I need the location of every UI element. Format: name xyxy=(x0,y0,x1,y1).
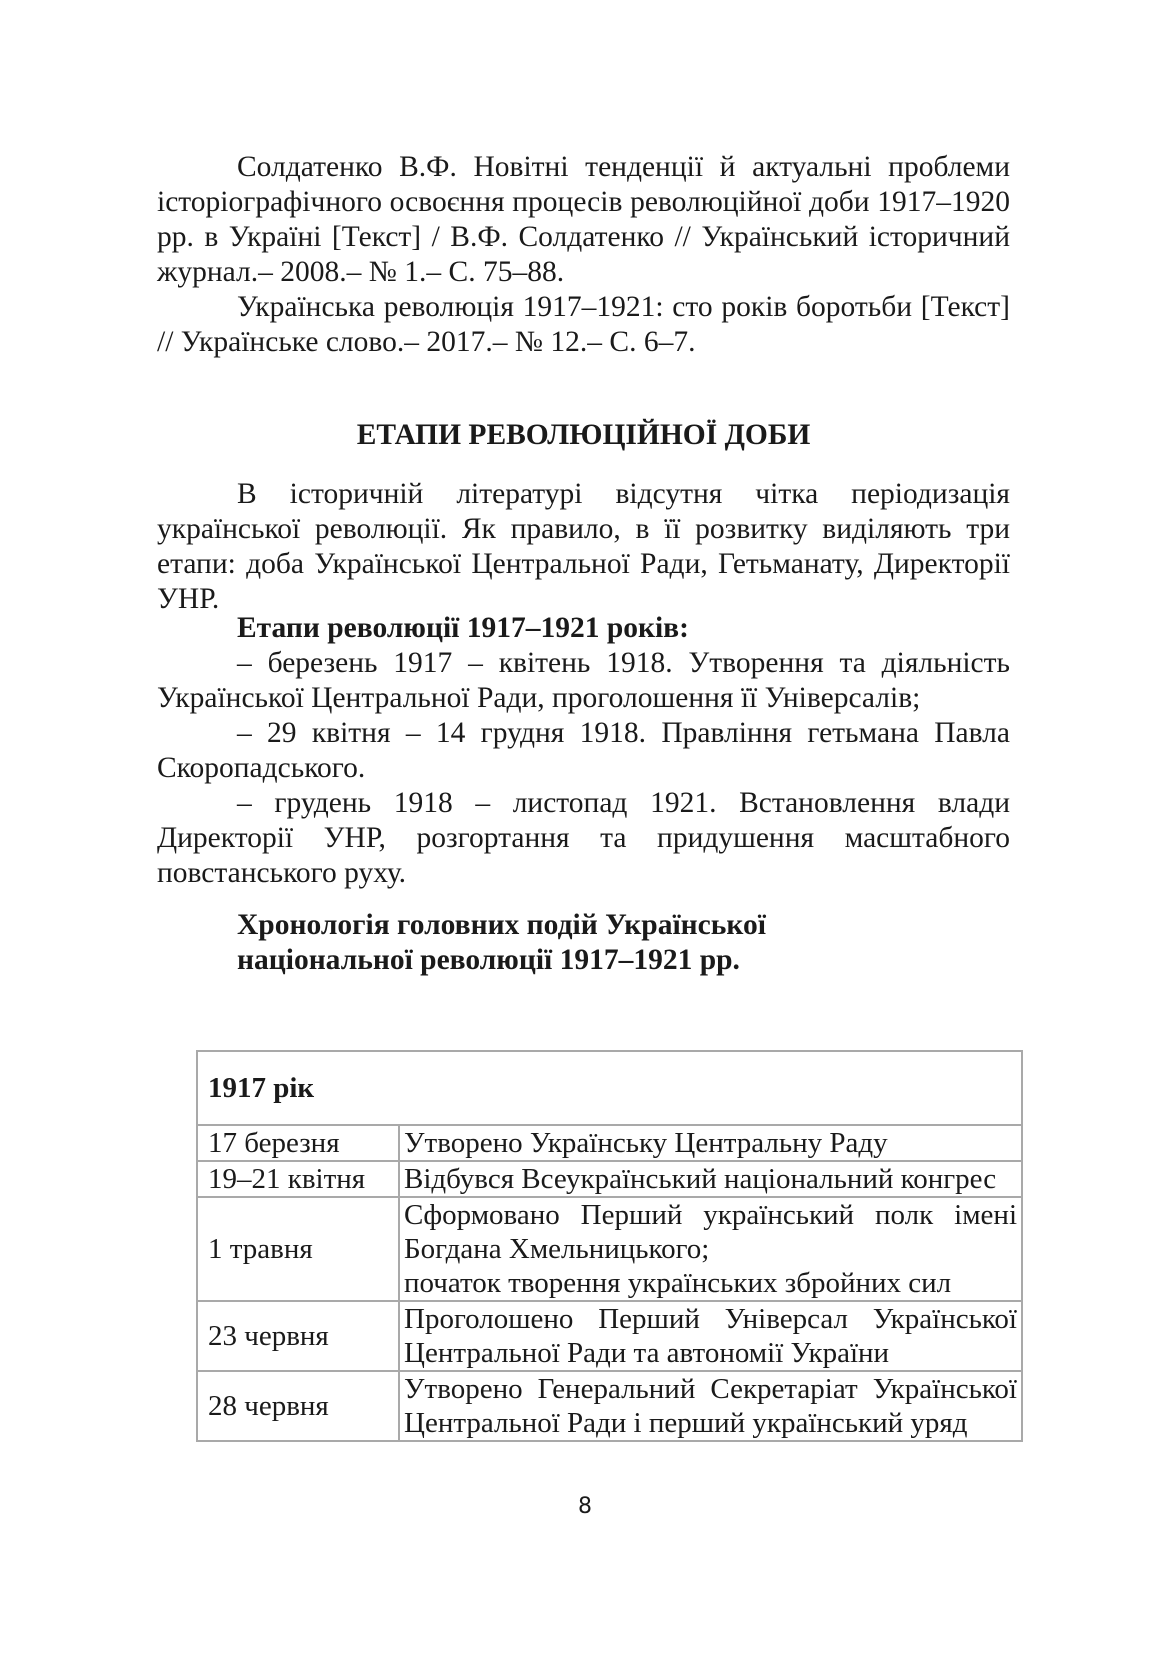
event-cell xyxy=(399,1197,1022,1301)
event-text: Утворено Генеральний Секретаріат Української Центральної Ради і перший український уряд xyxy=(404,1373,1017,1439)
date-cell: 28 червня xyxy=(197,1371,399,1441)
stages-list xyxy=(157,646,1010,891)
event-text: Відбувся Всеукраїнський національний конгрес xyxy=(404,1163,997,1195)
table-row xyxy=(197,1371,1022,1441)
stage-item: – грудень 1918 – листопад 1921. Встановлення влади Директорії УНР, розгортання та придушення масштабного повстанського руху. xyxy=(157,787,1010,889)
table-row xyxy=(197,1161,1022,1197)
event-cell xyxy=(399,1301,1022,1371)
chronology-title-line1: Хронологія головних подій Української xyxy=(237,909,766,941)
date-cell: 17 березня xyxy=(197,1125,399,1161)
event-cell xyxy=(399,1125,1022,1161)
date-cell: 23 червня xyxy=(197,1301,399,1371)
event-text: Утворено Українську Центральну Раду xyxy=(404,1127,888,1159)
table-row xyxy=(197,1197,1022,1301)
event-text: початок творення українських збройних сил xyxy=(404,1267,952,1299)
reference-entry: Українська революція 1917–1921: сто років боротьби [Текст] // Українське слово.– 2017.– № 12.– С. 6–7. xyxy=(157,291,1010,358)
page-number: 8 xyxy=(578,1494,592,1519)
stage-item: – 29 квітня – 14 грудня 1918. Правління гетьмана Павла Скоропадського. xyxy=(157,717,1010,784)
event-cell xyxy=(399,1371,1022,1441)
date-cell: 1 травня xyxy=(197,1197,399,1301)
intro-paragraph: В історичній літературі відсутня чітка періодизація української революції. Як правило, в її розвитку виділяють три етапи: доба Української Центральної Ради, Гетьманату, Директорії УНР. xyxy=(157,478,1010,615)
table-row xyxy=(197,1301,1022,1371)
section-heading: ЕТАПИ РЕВОЛЮЦІЙНОЇ ДОБИ xyxy=(356,419,811,451)
stage-item: – березень 1917 – квітень 1918. Утворення та діяльність Української Центральної Ради, проголошення її Універсалів; xyxy=(157,647,1010,714)
reference-entry: Солдатенко В.Ф. Новітні тенденції й актуальні проблеми історіографічного освоєння процесів революційної доби 1917–1920 рр. в Україні [Текст] / В.Ф. Солдатенко // Український історичний журнал.– 2008.– № 1.– С. 75–88. xyxy=(157,151,1010,288)
stages-title: Етапи революції 1917–1921 років: xyxy=(237,612,689,644)
event-text: Проголошено Перший Універсал Української Центральної Ради та автономії України xyxy=(404,1303,1017,1369)
table-year-row xyxy=(197,1051,1022,1125)
chronology-table xyxy=(196,1050,1023,1442)
table-row xyxy=(197,1125,1022,1161)
event-text: Сформовано Перший український полк імені Богдана Хмельницького; xyxy=(404,1199,1017,1265)
event-cell xyxy=(399,1161,1022,1197)
year-cell: 1917 рік xyxy=(197,1051,1022,1125)
chronology-title-line2: національної революції 1917–1921 рр. xyxy=(237,944,740,976)
date-cell: 19–21 квітня xyxy=(197,1161,399,1197)
